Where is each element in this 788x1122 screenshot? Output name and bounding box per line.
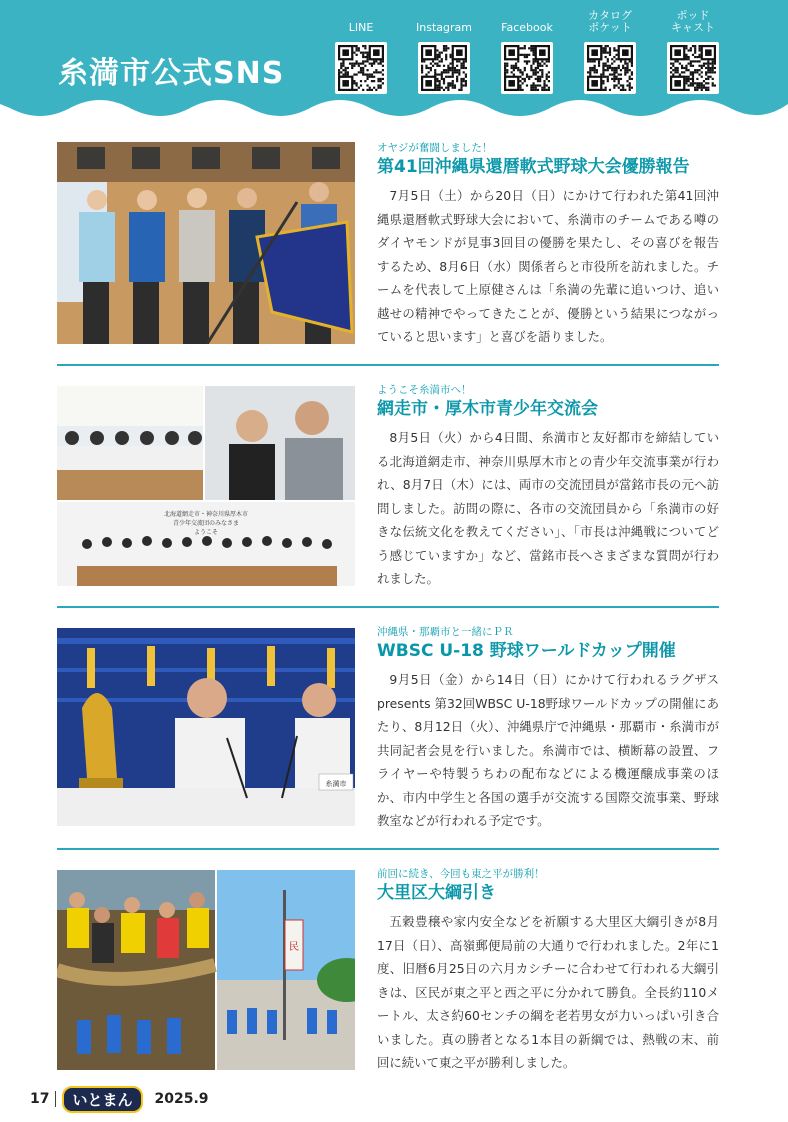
article-title: 第41回沖縄県還暦軟式野球大会優勝報告 <box>377 157 690 177</box>
article-title: WBSC U-18 野球ワールドカップ開催 <box>377 641 676 661</box>
article-kicker: ようこそ糸満市へ！ <box>377 384 472 396</box>
article-body: 8月5日（火）から4日間、糸満市と友好都市を締結している北海道網走市、神奈川県厚木市との青少年交流事業が行われ、8月7日（木）には、両市の交流団員が當銘市長の元へ訪問しました。訪問の際に、各市の交流団員から「糸満市の好きな伝統文化を教えてください」、「市長は沖縄戦についてどう感じていますか」など、當銘市長へさまざまな質問が行われました。 <box>377 430 719 586</box>
footer-separator <box>55 1091 56 1107</box>
article-text <box>377 142 719 349</box>
championship-team-photo <box>57 142 355 344</box>
sns-header <box>0 0 788 130</box>
article-body: 7月5日（土）から20日（日）にかけて行われた第41回沖縄県還暦軟式野球大会において、糸満市のチームである噂のダイヤモンドが見事3回目の優勝を果たし、その喜びを報告するため、8月6日（水）関係者らと市役所を訪れました。チームを代表して上原健さんは「糸満の先輩に追いつけ、追い越せの精神でやってきたことが、優勝という結果につながっていると思います」と喜びを語りました。 <box>377 188 719 344</box>
article-title: 網走市・厚木市青少年交流会 <box>377 399 598 419</box>
sns-facebook[interactable] <box>496 8 558 94</box>
article-tug-of-war <box>57 868 719 1078</box>
catalog-pocket-qr-code-icon[interactable] <box>584 42 636 94</box>
itoman-logo: いとまん <box>62 1086 142 1113</box>
article-text <box>377 868 719 1075</box>
sns-line[interactable] <box>330 8 392 94</box>
divider <box>57 606 719 608</box>
sns-label-instagram: Instagram <box>416 21 472 34</box>
banner-flag-text: 民 <box>289 942 299 953</box>
sns-catalog-pocket[interactable] <box>579 8 641 94</box>
page-footer <box>30 1084 209 1114</box>
facebook-qr-code-icon[interactable] <box>501 42 553 94</box>
sns-instagram[interactable] <box>413 8 475 94</box>
article-wbsc-u18 <box>57 626 719 831</box>
podcast-qr-code-icon[interactable] <box>667 42 719 94</box>
article-kicker: オヤジが奮闘しました！ <box>377 142 493 154</box>
article-text <box>377 626 719 833</box>
article-youth-exchange <box>57 384 719 589</box>
line-qr-code-icon[interactable] <box>335 42 387 94</box>
divider <box>57 364 719 366</box>
article-kicker: 沖縄県・那覇市と一緒にＰＲ <box>377 626 514 638</box>
nameplate-text: 糸満市 <box>325 780 347 788</box>
sns-label-catalog-pocket: カタログ ポケット <box>588 9 632 34</box>
issue-date: 2025.9 <box>154 1091 209 1107</box>
sns-title: 糸満市公式SNS <box>58 56 285 91</box>
article-kicker: 前回に続き、今回も東之平が勝利！ <box>377 868 545 880</box>
banner-text-line2: 青少年交流団のみなさま <box>172 520 240 527</box>
tug-of-war-photos <box>57 870 355 1070</box>
press-conference-photo <box>57 628 355 826</box>
article-text <box>377 384 719 591</box>
youth-exchange-photos <box>57 386 355 586</box>
sns-label-facebook: Facebook <box>501 21 553 34</box>
article-title: 大里区大綱引き <box>377 883 496 903</box>
article-body: 9月5日（金）から14日（日）にかけて行われるラグザス presents 第32回WBSC U-18野球ワールドカップの開催にあたり、8月12日（火）、沖縄県庁で沖縄県・那覇市・糸満市が共同記者会見を行いました。糸満市では、横断幕の設置、フライヤーや特製うちわの配布などによる機運醸成事業のほか、市内中学生と各国の選手が交流する国際交流事業、野球教室などが行われる予定です。 <box>377 672 719 828</box>
page-number: 17 <box>30 1091 50 1107</box>
article-body: 五穀豊穣や家内安全などを祈願する大里区大綱引きが8月17日（日）、高嶺郵便局前の大通りで行われました。2年に1度、旧暦6月25日の六月カシチーに合わせて行われる大綱引きは、区民が東之平と西之平に分かれて勝負。全長約110メートル、太さ約60センチの綱を老若男女が力いっぱい引き合いました。真の勝者となる1本目の新綱では、熱戦の末、前回に続いて東之平が勝利しました。 <box>377 914 719 1070</box>
sns-label-line: LINE <box>348 21 374 34</box>
banner-text-line1: 北海道網走市・神奈川県厚木市 <box>163 511 249 518</box>
sns-podcast[interactable] <box>662 8 724 94</box>
article-baseball-championship <box>57 142 719 347</box>
divider <box>57 848 719 850</box>
banner-text-line3: ようこそ <box>193 529 219 536</box>
instagram-qr-code-icon[interactable] <box>418 42 470 94</box>
sns-label-podcast: ポッド キャスト <box>671 9 715 34</box>
